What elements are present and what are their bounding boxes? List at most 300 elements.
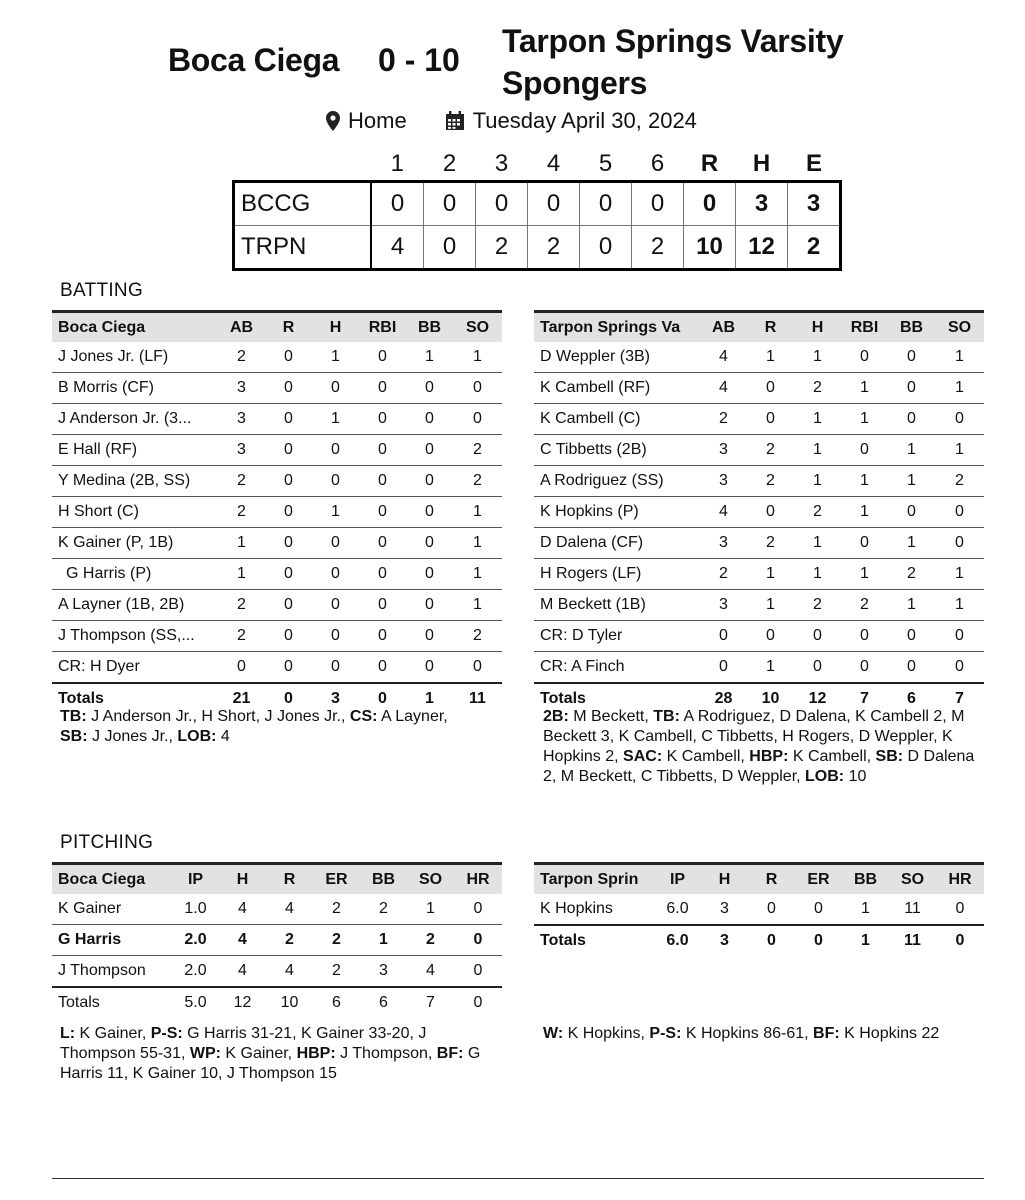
stat-value: 2	[794, 497, 841, 528]
stat-value: 0	[359, 590, 406, 621]
stat-value: 3	[700, 435, 747, 466]
player-row	[534, 528, 984, 559]
stat-value: 1	[747, 559, 794, 590]
stat-value: 0	[406, 373, 453, 404]
team-column-header: Tarpon Sprin	[534, 864, 654, 895]
stat-value: 0	[935, 621, 984, 652]
note-text: 4	[216, 728, 230, 745]
stat-value: 2	[313, 956, 360, 988]
stat-value: 1	[360, 925, 407, 956]
stat-value: 0	[265, 528, 312, 559]
stat-value: 1	[935, 590, 984, 621]
stat-column-header: RBI	[359, 312, 406, 343]
stat-value: 0	[700, 652, 747, 684]
player-row	[534, 894, 984, 925]
total-value: 12	[794, 683, 841, 714]
player-name: J Anderson Jr. (3...	[52, 404, 218, 435]
stat-column-header: HR	[936, 864, 984, 895]
stat-value: 2	[794, 373, 841, 404]
batting-table-tarpon-springs	[534, 310, 984, 714]
totals-row	[52, 987, 502, 1018]
stats-header-row	[52, 864, 502, 895]
stat-value: 1	[935, 373, 984, 404]
stat-value: 2	[747, 435, 794, 466]
stat-value: 1	[841, 373, 888, 404]
calendar-icon	[445, 111, 465, 131]
hits-header: H	[752, 150, 771, 177]
team-abbr: BCCG	[234, 182, 372, 226]
stat-value: 0	[935, 497, 984, 528]
stat-value: 0	[936, 894, 984, 925]
totals-label: Totals	[52, 987, 172, 1018]
player-row	[52, 373, 502, 404]
total-value: 7	[841, 683, 888, 714]
stat-column-header: SO	[889, 864, 936, 895]
player-row	[534, 652, 984, 684]
player-name: K Gainer	[52, 894, 172, 925]
stat-value: 1	[794, 466, 841, 497]
player-row	[534, 404, 984, 435]
stat-value: 3	[218, 404, 265, 435]
team-abbr: TRPN	[234, 226, 372, 270]
stat-value: 1	[747, 590, 794, 621]
stat-value: 4	[407, 956, 454, 988]
total-value: 1	[406, 683, 453, 714]
stat-value: 2	[218, 621, 265, 652]
stat-value: 0	[406, 435, 453, 466]
inning-header: 4	[546, 150, 561, 177]
stat-value: 3	[700, 466, 747, 497]
player-row	[534, 466, 984, 497]
inning-score: 4	[371, 226, 424, 270]
player-name: K Hopkins (P)	[534, 497, 700, 528]
player-name: CR: H Dyer	[52, 652, 218, 684]
player-row	[52, 559, 502, 590]
player-row	[52, 342, 502, 373]
batting-notes-boca-ciega	[60, 707, 460, 747]
player-row	[52, 435, 502, 466]
player-name: G Harris (P)	[52, 559, 218, 590]
stat-value: 0	[453, 373, 502, 404]
line-score-row	[234, 226, 841, 270]
stat-value: 4	[266, 894, 313, 925]
stat-value: 0	[841, 652, 888, 684]
player-name: Y Medina (2B, SS)	[52, 466, 218, 497]
stat-value: 2	[794, 590, 841, 621]
stat-value: 0	[841, 621, 888, 652]
player-row	[534, 373, 984, 404]
player-row	[534, 559, 984, 590]
stat-value: 0	[888, 621, 935, 652]
stat-value: 1	[453, 590, 502, 621]
stat-value: 0	[218, 652, 265, 684]
note-label: L:	[60, 1025, 76, 1042]
player-name: C Tibbetts (2B)	[534, 435, 700, 466]
inning-score: 0	[371, 182, 424, 226]
stat-value: 0	[454, 894, 502, 925]
stat-value: 0	[935, 404, 984, 435]
total-value: 6.0	[654, 925, 701, 956]
inning-score: 0	[424, 226, 476, 270]
stat-column-header: AB	[218, 312, 265, 343]
stat-value: 3	[360, 956, 407, 988]
inning-score: 0	[528, 182, 580, 226]
stat-value: 0	[359, 621, 406, 652]
note-text: 10	[844, 768, 867, 785]
stat-value: 2	[453, 435, 502, 466]
total-value: 0	[265, 683, 312, 714]
stat-value: 2	[747, 466, 794, 497]
stat-value: 0	[359, 466, 406, 497]
stat-value: 0	[747, 497, 794, 528]
stat-value: 0	[265, 435, 312, 466]
errors-header: E	[805, 150, 822, 177]
stat-value: 2	[888, 559, 935, 590]
player-name: M Beckett (1B)	[534, 590, 700, 621]
stat-value: 0	[265, 621, 312, 652]
total-value: 3	[701, 925, 748, 956]
player-row	[534, 621, 984, 652]
note-label: SB:	[60, 728, 88, 745]
stat-value: 0	[312, 559, 359, 590]
note-label: TB:	[653, 708, 680, 725]
total-value: 0	[795, 925, 842, 956]
note-text: J Anderson Jr., H Short, J Jones Jr.,	[86, 708, 350, 725]
batting-table-boca-ciega	[52, 310, 502, 714]
player-name: J Thompson (SS,...	[52, 621, 218, 652]
stat-column-header: BB	[842, 864, 889, 895]
player-name: K Cambell (C)	[534, 404, 700, 435]
totals-label: Totals	[534, 683, 700, 714]
stats-header-row	[534, 312, 984, 343]
stat-value: 2	[935, 466, 984, 497]
player-name: H Rogers (LF)	[534, 559, 700, 590]
team-column-header: Boca Ciega	[52, 312, 218, 343]
player-row	[52, 621, 502, 652]
stat-value: 1	[453, 559, 502, 590]
note-label: HBP:	[296, 1045, 336, 1062]
total-value: 0	[359, 683, 406, 714]
player-name: CR: A Finch	[534, 652, 700, 684]
stat-value: 0	[747, 621, 794, 652]
totals-label: Totals	[534, 925, 654, 956]
stat-column-header: SO	[935, 312, 984, 343]
note-text: J Jones Jr.,	[87, 728, 178, 745]
total-value: 10	[266, 987, 313, 1018]
stat-value: 4	[219, 894, 266, 925]
game-date: Tuesday April 30, 2024	[472, 108, 697, 133]
stat-value: 1	[888, 466, 935, 497]
game-header	[0, 18, 1025, 102]
stat-value: 0	[841, 528, 888, 559]
pitching-table-boca-ciega	[52, 862, 502, 1018]
stat-column-header: BB	[888, 312, 935, 343]
inning-header: 2	[442, 150, 457, 177]
player-row	[534, 342, 984, 373]
stat-value: 2	[218, 497, 265, 528]
stat-value: 2	[407, 925, 454, 956]
stat-value: 0	[406, 590, 453, 621]
stat-column-header: IP	[654, 864, 701, 895]
team-column-header: Tarpon Springs Va	[534, 312, 700, 343]
stat-value: 0	[359, 497, 406, 528]
note-label: SAC:	[623, 748, 663, 765]
inning-header: 5	[598, 150, 613, 177]
stat-value: 4	[700, 342, 747, 373]
stat-column-header: R	[266, 864, 313, 895]
total-errors: 3	[788, 182, 841, 226]
inning-score: 0	[424, 182, 476, 226]
stat-value: 1	[935, 342, 984, 373]
stat-value: 1	[841, 404, 888, 435]
stat-column-header: H	[312, 312, 359, 343]
player-name: E Hall (RF)	[52, 435, 218, 466]
stat-column-header: SO	[453, 312, 502, 343]
stat-value: 0	[312, 621, 359, 652]
pitching-notes-tarpon-springs	[543, 1024, 983, 1044]
note-text: K Gainer,	[220, 1045, 297, 1062]
note-label: TB:	[60, 708, 87, 725]
stat-column-header: HR	[454, 864, 502, 895]
total-value: 11	[453, 683, 502, 714]
stat-value: 0	[453, 652, 502, 684]
stat-value: 1	[888, 590, 935, 621]
stat-value: 0	[359, 559, 406, 590]
stat-value: 4	[219, 925, 266, 956]
player-name: A Rodriguez (SS)	[534, 466, 700, 497]
inning-score: 0	[632, 182, 684, 226]
total-hits: 12	[736, 226, 788, 270]
stat-value: 0	[888, 652, 935, 684]
player-name: CR: D Tyler	[534, 621, 700, 652]
player-row	[534, 590, 984, 621]
stat-value: 3	[700, 590, 747, 621]
total-runs: 0	[684, 182, 736, 226]
player-name: K Hopkins	[534, 894, 654, 925]
stat-value: 2	[313, 894, 360, 925]
inning-score: 2	[528, 226, 580, 270]
stat-value: 11	[889, 894, 936, 925]
stat-value: 4	[700, 373, 747, 404]
stat-value: 2.0	[172, 925, 219, 956]
stat-column-header: BB	[360, 864, 407, 895]
bottom-divider	[52, 1178, 984, 1179]
player-name: H Short (C)	[52, 497, 218, 528]
team-column-header: Boca Ciega	[52, 864, 172, 895]
inning-score: 0	[476, 182, 528, 226]
stat-value: 0	[888, 342, 935, 373]
stat-column-header: SO	[407, 864, 454, 895]
player-row	[52, 956, 502, 988]
stat-value: 1	[747, 652, 794, 684]
inning-score: 0	[580, 182, 632, 226]
line-score-row	[234, 182, 841, 226]
stat-value: 4	[219, 956, 266, 988]
player-name: A Layner (1B, 2B)	[52, 590, 218, 621]
stat-column-header: H	[219, 864, 266, 895]
stat-value: 1.0	[172, 894, 219, 925]
player-row	[52, 466, 502, 497]
total-hits: 3	[736, 182, 788, 226]
stat-value: 0	[359, 342, 406, 373]
stat-value: 0	[265, 342, 312, 373]
stat-value: 0	[312, 466, 359, 497]
stat-value: 2	[218, 466, 265, 497]
note-text: K Hopkins 22	[839, 1025, 940, 1042]
note-label: CS:	[349, 708, 378, 725]
stat-value: 0	[265, 559, 312, 590]
away-team-name: Tarpon Springs Varsity Spongers	[502, 23, 844, 101]
stat-column-header: R	[747, 312, 794, 343]
stat-value: 2	[453, 621, 502, 652]
player-row	[52, 894, 502, 925]
note-text: A Layner,	[377, 708, 448, 725]
stat-value: 3	[218, 435, 265, 466]
pitching-notes-boca-ciega	[60, 1024, 490, 1084]
stat-column-header: ER	[313, 864, 360, 895]
total-value: 0	[936, 925, 984, 956]
batting-notes-tarpon-springs	[543, 707, 983, 787]
stat-value: 0	[359, 435, 406, 466]
inning-header: 3	[494, 150, 509, 177]
stat-column-header: H	[794, 312, 841, 343]
note-text: G Harris 31-21, K Gainer 33-20, J Thompson 55-31,	[60, 1025, 427, 1062]
stat-value: 1	[842, 894, 889, 925]
note-label: WP:	[189, 1045, 221, 1062]
stat-value: 0	[265, 497, 312, 528]
note-text: G Harris 11, K Gainer 10, J Thompson 15	[60, 1045, 481, 1082]
stat-value: 1	[888, 435, 935, 466]
stat-value: 6.0	[654, 894, 701, 925]
stat-value: 1	[453, 528, 502, 559]
total-value: 3	[312, 683, 359, 714]
stat-value: 0	[700, 621, 747, 652]
stat-value: 0	[265, 466, 312, 497]
player-row	[52, 497, 502, 528]
stat-column-header: BB	[406, 312, 453, 343]
note-text: K Hopkins 86-61,	[681, 1025, 814, 1042]
note-text: K Gainer,	[75, 1025, 151, 1042]
stat-value: 2	[747, 528, 794, 559]
total-value: 10	[747, 683, 794, 714]
stat-value: 1	[794, 528, 841, 559]
stat-value: 1	[406, 342, 453, 373]
stat-value: 1	[747, 342, 794, 373]
location-pin-icon	[326, 111, 340, 131]
inning-header: 1	[390, 150, 404, 177]
stat-value: 1	[312, 404, 359, 435]
note-label: P-S:	[150, 1025, 183, 1042]
runs-header: R	[700, 150, 719, 177]
stat-value: 1	[841, 466, 888, 497]
stat-value: 4	[700, 497, 747, 528]
stat-value: 0	[359, 528, 406, 559]
stat-value: 0	[794, 652, 841, 684]
stat-value: 1	[453, 497, 502, 528]
player-name: G Harris	[52, 925, 172, 956]
line-score-header	[234, 148, 841, 182]
stat-value: 0	[312, 528, 359, 559]
stat-value: 0	[888, 404, 935, 435]
pitching-section-title: PITCHING	[60, 832, 154, 853]
total-value: 28	[700, 683, 747, 714]
note-text: K Cambell,	[662, 748, 750, 765]
stat-value: 3	[700, 528, 747, 559]
stat-value: 0	[359, 404, 406, 435]
stat-value: 1	[453, 342, 502, 373]
player-row	[534, 435, 984, 466]
total-value: 12	[219, 987, 266, 1018]
stat-value: 0	[406, 621, 453, 652]
stat-value: 0	[265, 652, 312, 684]
stat-value: 1	[794, 435, 841, 466]
stat-value: 0	[359, 652, 406, 684]
inning-score: 2	[476, 226, 528, 270]
game-meta	[326, 108, 697, 134]
stat-value: 2	[700, 559, 747, 590]
stat-column-header: ER	[795, 864, 842, 895]
stat-value: 0	[454, 956, 502, 988]
stat-value: 0	[888, 497, 935, 528]
total-value: 6	[888, 683, 935, 714]
player-name: B Morris (CF)	[52, 373, 218, 404]
total-value: 7	[407, 987, 454, 1018]
total-value: 6	[313, 987, 360, 1018]
total-value: 1	[842, 925, 889, 956]
stat-value: 0	[794, 621, 841, 652]
stat-value: 0	[312, 373, 359, 404]
stat-value: 0	[312, 590, 359, 621]
player-row	[52, 652, 502, 684]
stat-value: 1	[794, 404, 841, 435]
stat-value: 0	[312, 652, 359, 684]
stat-value: 2	[218, 590, 265, 621]
note-label: SB:	[875, 748, 904, 765]
stats-header-row	[534, 864, 984, 895]
player-row	[52, 404, 502, 435]
final-score: 0 - 10	[378, 42, 460, 78]
note-label: P-S:	[649, 1025, 682, 1042]
total-value: 0	[454, 987, 502, 1018]
player-row	[52, 528, 502, 559]
stat-value: 0	[795, 894, 842, 925]
stats-header-row	[52, 312, 502, 343]
stat-value: 2	[700, 404, 747, 435]
stat-value: 1	[407, 894, 454, 925]
note-text: M Beckett,	[568, 708, 654, 725]
stat-value: 4	[266, 956, 313, 988]
stat-value: 1	[888, 528, 935, 559]
pitching-table-tarpon-springs	[534, 862, 984, 956]
stat-value: 1	[312, 342, 359, 373]
stat-value: 1	[841, 497, 888, 528]
note-label: LOB:	[177, 728, 217, 745]
stat-value: 3	[701, 894, 748, 925]
game-location: Home	[348, 108, 407, 133]
stat-value: 2	[453, 466, 502, 497]
stat-column-header: AB	[700, 312, 747, 343]
note-text: A Rodriguez, D Dalena, K Cambell 2, M Beckett 3, K Cambell, C Tibbetts, H Rogers, D Weppler, K Hopkins 2,	[543, 708, 965, 765]
total-errors: 2	[788, 226, 841, 270]
line-score-table	[232, 148, 842, 271]
player-name: K Gainer (P, 1B)	[52, 528, 218, 559]
stat-value: 0	[265, 590, 312, 621]
note-label: HBP:	[749, 748, 789, 765]
player-name: K Cambell (RF)	[534, 373, 700, 404]
stat-value: 0	[406, 652, 453, 684]
stat-value: 0	[406, 497, 453, 528]
stat-value: 2	[313, 925, 360, 956]
